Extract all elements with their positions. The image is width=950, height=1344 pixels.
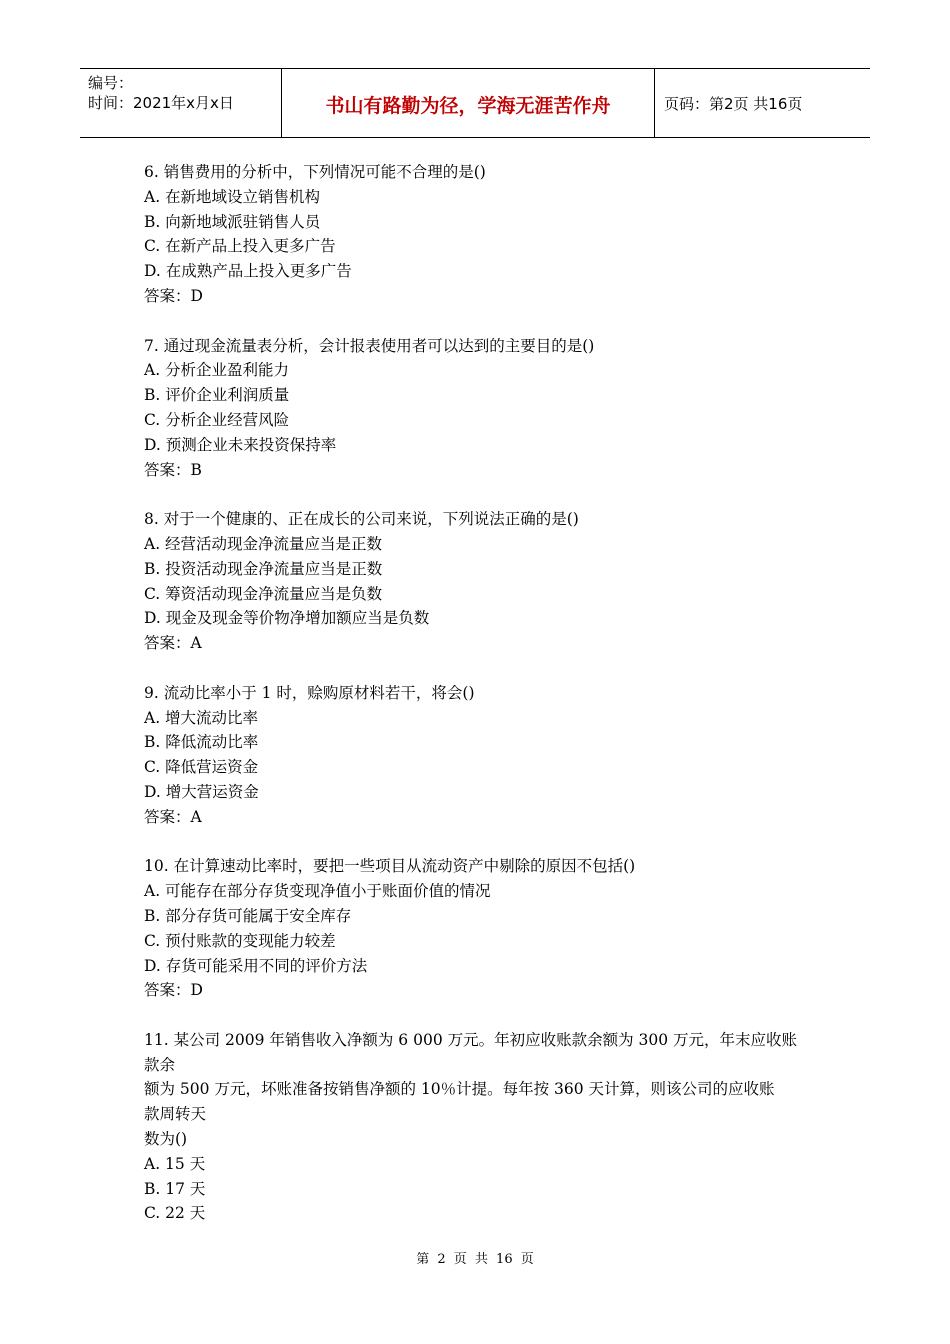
question-stem: 10. 在计算速动比率时，要把一些项目从流动资产中剔除的原因不包括() bbox=[144, 857, 636, 876]
page-header bbox=[80, 68, 870, 138]
answer-option: A. 增大流动比率 bbox=[144, 708, 259, 727]
question-stem: 数为() bbox=[144, 1130, 188, 1149]
answer-option: B. 17 天 bbox=[144, 1179, 206, 1198]
question-block bbox=[144, 160, 824, 309]
time-label: 时间：2021年x月x日 bbox=[88, 94, 234, 112]
header-meta bbox=[88, 73, 234, 113]
answer-key: 答案：A bbox=[144, 634, 202, 653]
answer-option: C. 降低营运资金 bbox=[144, 758, 259, 777]
answer-option: B. 评价企业利润质量 bbox=[144, 386, 290, 405]
question-stem: 额为 500 万元，坏账准备按销售净额的 10％计提。每年按 360 天计算，则该公司的应收账 bbox=[144, 1080, 775, 1099]
answer-option: A. 经营活动现金净流量应当是正数 bbox=[144, 534, 383, 553]
answer-option: C. 预付账款的变现能力较差 bbox=[144, 931, 336, 950]
answer-option: B. 部分存货可能属于安全库存 bbox=[144, 906, 352, 925]
answer-option: D. 在成熟产品上投入更多广告 bbox=[144, 262, 352, 281]
answer-key: 答案：D bbox=[144, 286, 203, 305]
answer-option: C. 分析企业经营风险 bbox=[144, 410, 290, 429]
answer-option: C. 筹资活动现金净流量应当是负数 bbox=[144, 584, 383, 603]
header-page-info: 页码：第2页 共16页 bbox=[664, 95, 803, 113]
question-block bbox=[144, 1028, 824, 1226]
answer-option: A. 15 天 bbox=[144, 1154, 206, 1173]
question-stem: 款余 bbox=[144, 1055, 176, 1074]
answer-option: B. 投资活动现金净流量应当是正数 bbox=[144, 559, 383, 578]
header-divider bbox=[654, 69, 655, 137]
answer-option: A. 在新地域设立销售机构 bbox=[144, 187, 321, 206]
answer-key: 答案：A bbox=[144, 807, 202, 826]
question-list bbox=[144, 160, 824, 1251]
question-block bbox=[144, 334, 824, 483]
question-stem: 7. 通过现金流量表分析，会计报表使用者可以达到的主要目的是() bbox=[144, 336, 595, 355]
answer-option: D. 增大营运资金 bbox=[144, 782, 259, 801]
question-stem: 8. 对于一个健康的、正在成长的公司来说，下列说法正确的是() bbox=[144, 510, 579, 529]
question-block bbox=[144, 507, 824, 656]
answer-option: B. 降低流动比率 bbox=[144, 733, 259, 752]
answer-key: 答案：D bbox=[144, 981, 203, 1000]
question-stem: 9. 流动比率小于 1 时，赊购原材料若干，将会() bbox=[144, 683, 475, 702]
question-stem: 11. 某公司 2009 年销售收入净额为 6 000 万元。年初应收账款余额为 300 万元，年末应收账 bbox=[144, 1030, 798, 1049]
answer-option: A. 可能存在部分存货变现净值小于账面价值的情况 bbox=[144, 882, 491, 901]
question-block bbox=[144, 681, 824, 830]
question-stem: 6. 销售费用的分析中，下列情况可能不合理的是() bbox=[144, 163, 486, 181]
answer-option: D. 预测企业未来投资保持率 bbox=[144, 435, 337, 454]
page-footer: 第 2 页 共 16 页 bbox=[416, 1252, 534, 1267]
answer-option: C. 在新产品上投入更多广告 bbox=[144, 237, 336, 256]
question-stem: 款周转天 bbox=[144, 1105, 207, 1124]
header-motto: 书山有路勤为径，学海无涯苦作舟 bbox=[325, 95, 611, 117]
question-block bbox=[144, 854, 824, 1003]
serial-label: 编号： bbox=[88, 74, 134, 92]
answer-option: A. 分析企业盈利能力 bbox=[144, 361, 290, 380]
answer-option: C. 22 天 bbox=[144, 1204, 206, 1223]
answer-key: 答案：B bbox=[144, 460, 202, 479]
answer-option: D. 存货可能采用不同的评价方法 bbox=[144, 956, 368, 975]
answer-option: B. 向新地域派驻销售人员 bbox=[144, 212, 321, 231]
answer-option: D. 现金及现金等价物净增加额应当是负数 bbox=[144, 609, 430, 628]
